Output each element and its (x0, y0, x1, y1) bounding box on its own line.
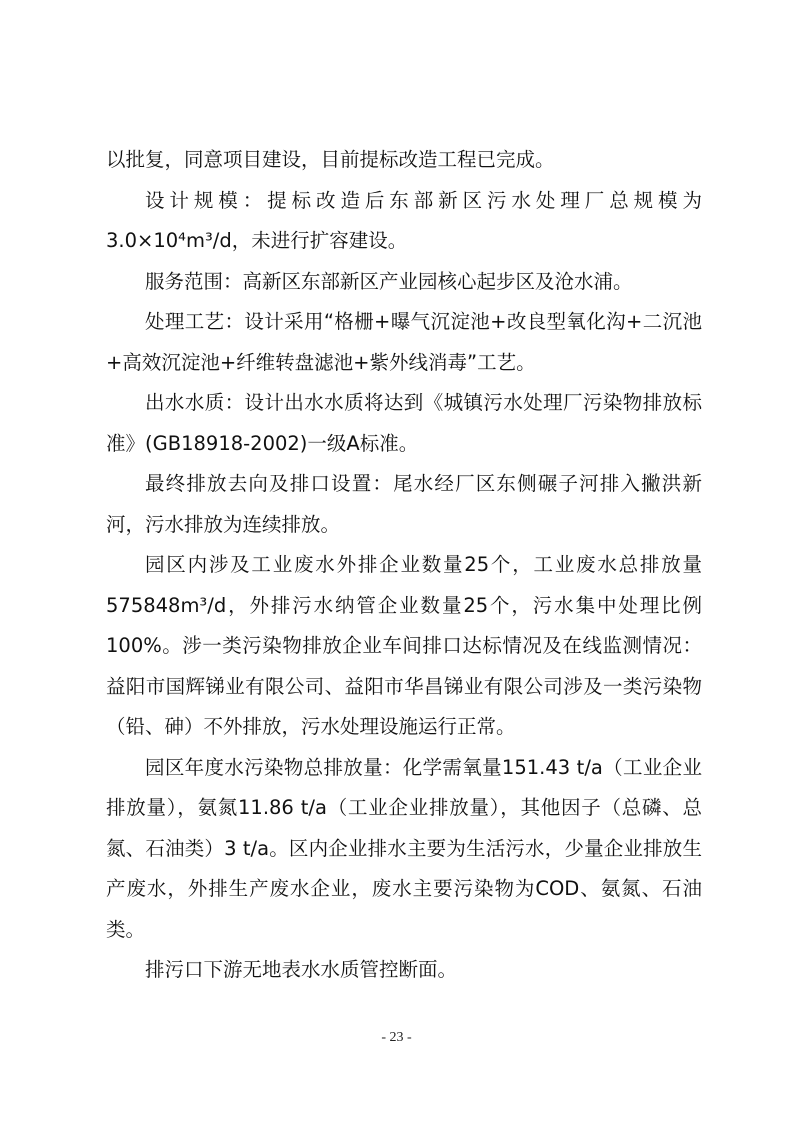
paragraph-approval: 以批复，同意项目建设，目前提标改造工程已完成。 (106, 148, 555, 171)
paragraph-effluent-quality: 出水水质：设计出水水质将达到《城镇污水处理厂污染物排放标准》(GB18918-2002)一级A标准。 (106, 391, 702, 455)
paragraph-design-scale: 设计规模：提标改造后东部新区污水处理厂总规模为3.0×10⁴m³/d，未进行扩容建设。 (106, 188, 702, 252)
document-body (106, 140, 702, 991)
paragraph-service-area: 服务范围：高新区东部新区产业园核心起步区及沧水浦。 (145, 269, 633, 293)
paragraph-annual-discharge: 园区年度水污染物总排放量：化学需氧量151.43 t/a（工业企业排放量），氨氮11.86 t/a（工业企业排放量），其他因子（总磷、总氮、石油类）3 t/a。区内企业排水主要为生活污水，少量企业排放生产废水，外排生产废水企业，废水主要污染物为COD、氨氮、石油类。 (106, 755, 702, 941)
paragraph-downstream-section: 排污口下游无地表水水质管控断面。 (145, 958, 458, 981)
paragraph-discharge-destination: 最终排放去向及排口设置：尾水经厂区东侧碾子河排入撇洪新河，污水排放为连续排放。 (106, 472, 702, 536)
page-number: - 23 - (381, 1030, 412, 1045)
paragraph-process: 处理工艺：设计采用“格栅+曝气沉淀池+改良型氧化沟+二沉池+高效沉淀池+纤维转盘滤池+紫外线消毒”工艺。 (106, 310, 702, 374)
paragraph-industrial-wastewater: 园区内涉及工业废水外排企业数量25个，工业废水总排放量575848m³/d，外排污水纳管企业数量25个，污水集中处理比例100%。涉一类污染物排放企业车间排口达标情况及在线监测情况：益阳市国辉锑业有限公司、益阳市华昌锑业有限公司涉及一类污染物（铅、砷）不外排放，污水处理设施运行正常。 (106, 553, 702, 738)
